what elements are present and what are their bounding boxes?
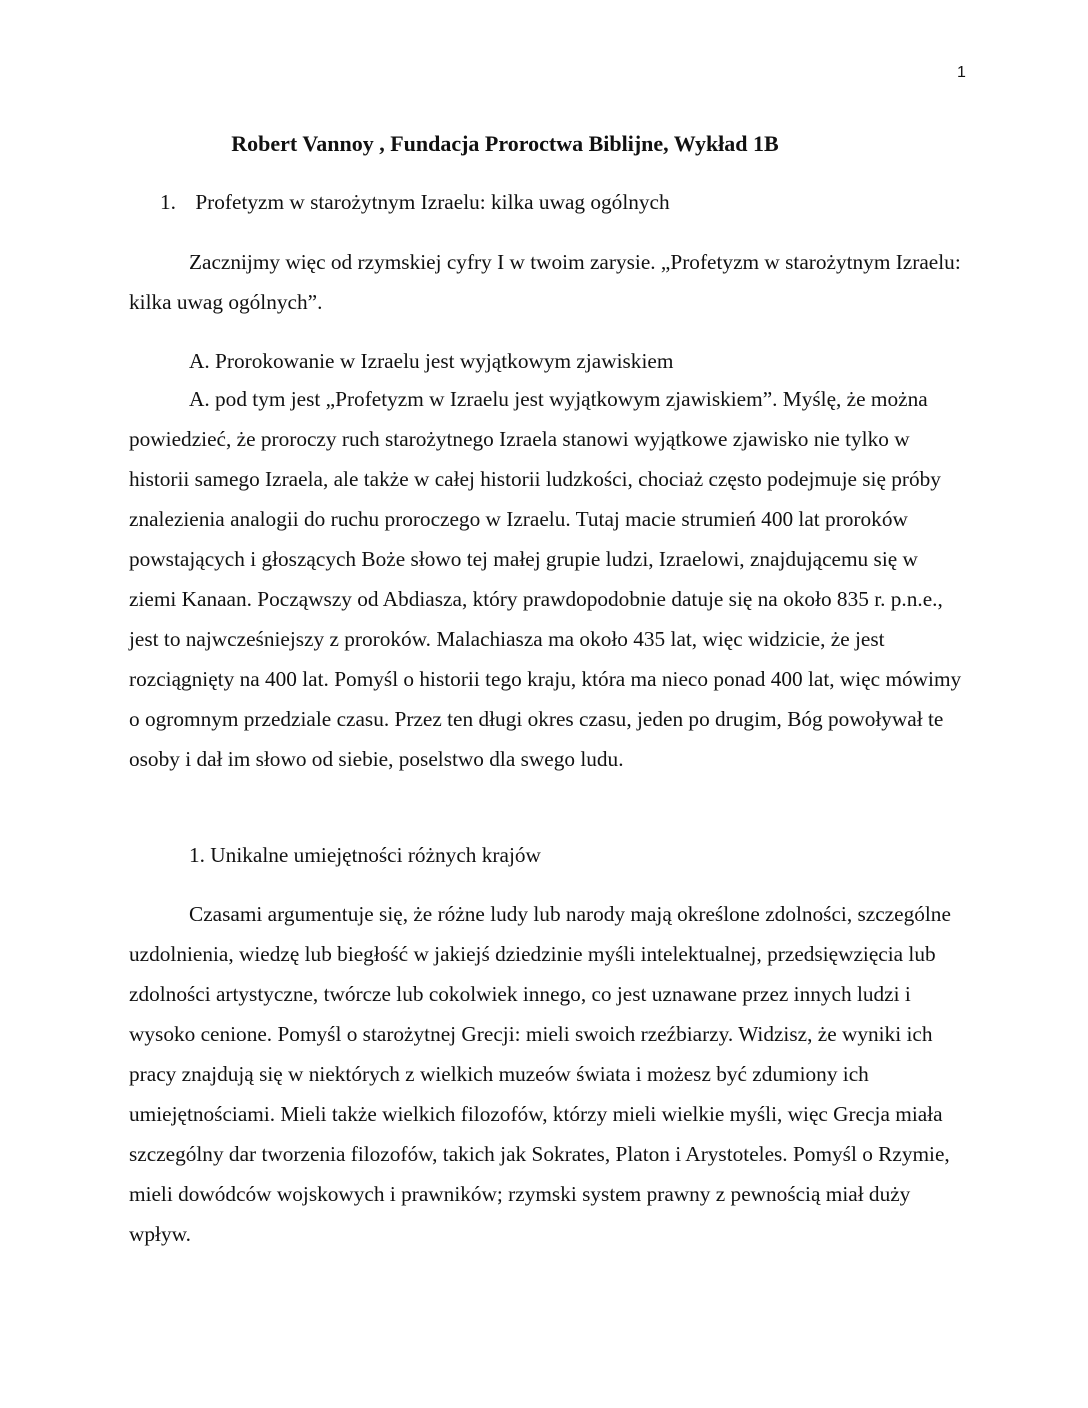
page-number: 1 — [957, 64, 966, 81]
section-number: 1. — [160, 190, 176, 214]
paragraph-1: Czasami argumentuje się, że różne ludy lub narody mają określone zdolności, szczególne uzdolnienia, wiedzę lub biegłość w jakiejś dziedzinie myśli intelektualnej, przedsięwzięcia lub zdolności artystyczne, twórcze lub cokolwiek innego, co jest uznawane przez innych ludzi i wysoko cenione. Pomyśl o starożytnej Grecji: mieli swoich rzeźbiarzy. Widzisz, że wyniki ich pracy znajdują się w niektórych z wielkich muzeów świata i możesz być zdumiony ich umiejętnościami. Mieli także wielkich filozofów, którzy mieli wielkie myśli, więc Grecja miała szczególny dar tworzenia filozofów, takich jak Sokrates, Platon i Arystoteles. Pomyśl o Rzymie, mieli dowódców wojskowych i prawników; rzymski system prawny z pewnością miał duży wpływ. — [129, 902, 951, 1246]
section-heading-1 — [160, 182, 670, 222]
intro-paragraph: Zacznijmy więc od rzymskiej cyfry I w twoim zarysie. „Profetyzm w starożytnym Izraelu: kilka uwag ogólnych”. — [129, 250, 961, 314]
paragraph-a: A. pod tym jest „Profetyzm w Izraelu jest wyjątkowym zjawiskiem”. Myślę, że można powiedzieć, że proroczy ruch starożytnego Izraela stanowi wyjątkowe zjawisko nie tylko w historii samego Izraela, ale także w całej historii ludzkości, chociaż często podejmuje się próby znalezienia analogii do ruchu proroczego w Izraelu. Tutaj macie strumień 400 lat proroków powstających i głoszących Boże słowo tej małej grupie ludzi, Izraelowi, znajdującemu się w ziemi Kanaan. Począwszy od Abdiasza, który prawdopodobnie datuje się na około 835 r. p.n.e., jest to najwcześniejszy z proroków. Malachiasza ma około 435 lat, więc widzicie, że jest rozciągnięty na 400 lat. Pomyśl o historii tego kraju, która ma nieco ponad 400 lat, więc mówimy o ogromnym przedziale czasu. Przez ten długi okres czasu, jeden po drugim, Bóg powoływał te osoby i dał im słowo od siebie, poselstwo dla swego ludu. — [129, 387, 962, 771]
section-label: Profetyzm w starożytnym Izraelu: kilka uwag ogólnych — [195, 190, 670, 214]
subsection-heading-1: 1. Unikalne umiejętności różnych krajów — [189, 843, 541, 867]
document-title: Robert Vannoy , Fundacja Proroctwa Biblijne, Wykład 1B — [231, 131, 779, 156]
subsection-heading-a: A. Prorokowanie w Izraelu jest wyjątkowym zjawiskiem — [189, 349, 674, 373]
